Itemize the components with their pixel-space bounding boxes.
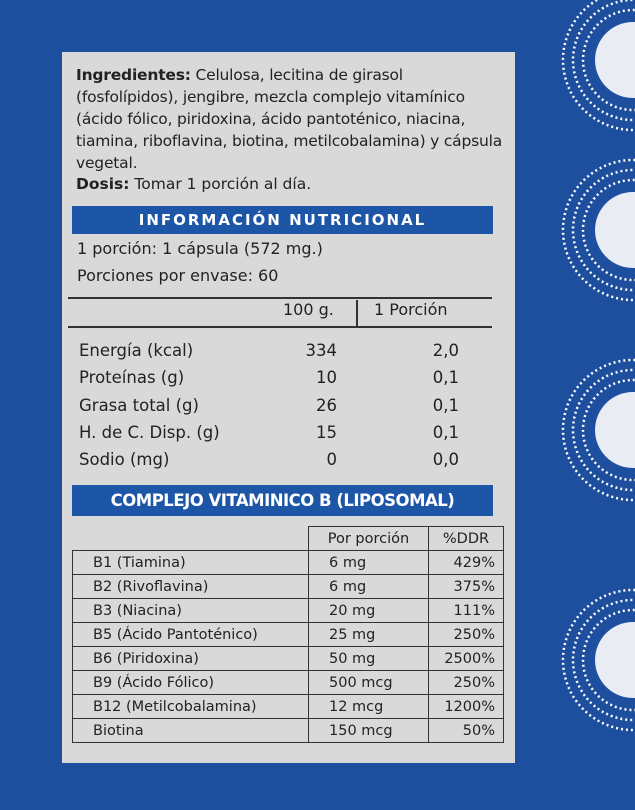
nutrition-label-panel bbox=[62, 52, 515, 763]
vitamin-amount: 20 mg bbox=[309, 599, 429, 623]
nutrient-row bbox=[79, 450, 459, 477]
table-row bbox=[73, 599, 504, 623]
vitamin-amount: 500 mcg bbox=[309, 671, 429, 695]
vitamin-amount: 150 mcg bbox=[309, 719, 429, 743]
col-per-portion: Por porción bbox=[309, 527, 429, 551]
nutrient-name: Energía (kcal) bbox=[79, 341, 194, 360]
vitamin-ddr: 50% bbox=[429, 719, 504, 743]
vitamin-amount: 25 mg bbox=[309, 623, 429, 647]
table-row bbox=[73, 695, 504, 719]
nutrient-portion: 2,0 bbox=[432, 341, 459, 360]
nutrient-portion: 0,1 bbox=[432, 422, 459, 442]
vitamin-ddr: 429% bbox=[429, 551, 504, 575]
vitamin-title: COMPLEJO VITAMINICO B (LIPOSOMAL) bbox=[72, 485, 493, 516]
vitamin-name: B5 (Ácido Pantoténico) bbox=[73, 623, 309, 647]
liposome-pattern-decoration bbox=[548, 0, 635, 810]
nutrient-name: Grasa total (g) bbox=[79, 395, 199, 415]
table-row bbox=[73, 551, 504, 575]
nutrient-per100: 10 bbox=[316, 368, 337, 388]
vitamin-amount: 12 mcg bbox=[309, 695, 429, 719]
table-row bbox=[73, 647, 504, 671]
table-header bbox=[73, 527, 504, 551]
vitamin-amount: 6 mg bbox=[309, 575, 429, 599]
col-portion: 1 Porción bbox=[374, 300, 448, 319]
vitamin-ddr: 1200% bbox=[429, 695, 504, 719]
vitamin-ddr: 250% bbox=[429, 671, 504, 695]
vitamin-ddr: 250% bbox=[429, 623, 504, 647]
vitamin-name: B2 (Rivoflavina) bbox=[73, 575, 309, 599]
vitamin-ddr: 2500% bbox=[429, 647, 504, 671]
vitamin-name: B6 (Piridoxina) bbox=[73, 647, 309, 671]
vitamin-ddr: 111% bbox=[429, 599, 504, 623]
servings-per-container: Porciones por envase: 60 bbox=[77, 266, 279, 285]
col-100g: 100 g. bbox=[283, 300, 334, 319]
vitamin-amount: 6 mg bbox=[309, 551, 429, 575]
dosage-text: Dosis: Tomar 1 porción al día. bbox=[76, 175, 312, 193]
table-row bbox=[73, 671, 504, 695]
vitamin-name: Biotina bbox=[73, 719, 309, 743]
ingredients-text: Ingredientes: Celulosa, lecitina de girasol (fosfolípidos), jengibre, mezcla complejo vitamínico (ácido fólico, piridoxina, ácido pantoténico, niacina, tiamina, riboflavina, biotina, metilcobalamina) y cápsula vegetal. bbox=[76, 66, 503, 172]
vitamin-name: B3 (Niacina) bbox=[73, 599, 309, 623]
vitamin-name: B9 (Ácido Fólico) bbox=[73, 671, 309, 695]
table-row bbox=[73, 575, 504, 599]
serving-size: 1 porción: 1 cápsula (572 mg.) bbox=[77, 239, 323, 258]
nutrient-portion: 0,0 bbox=[432, 450, 459, 470]
nutrient-row bbox=[79, 396, 459, 423]
divider bbox=[68, 326, 492, 328]
vitamin-table bbox=[72, 526, 504, 743]
table-row bbox=[73, 623, 504, 647]
col-ddr: %DDR bbox=[429, 527, 504, 551]
nutrient-name: Sodio (mg) bbox=[79, 450, 170, 470]
nutrient-portion: 0,1 bbox=[432, 395, 459, 415]
vitamin-name: B12 (Metilcobalamina) bbox=[73, 695, 309, 719]
divider bbox=[356, 300, 358, 326]
nutrient-per100: 0 bbox=[326, 450, 337, 470]
nutrient-row bbox=[79, 368, 459, 395]
nutrient-name: H. de C. Disp. (g) bbox=[79, 422, 220, 442]
nutrient-row bbox=[79, 423, 459, 450]
nutrient-portion: 0,1 bbox=[432, 368, 459, 388]
vitamin-ddr: 375% bbox=[429, 575, 504, 599]
nutrient-name: Proteínas (g) bbox=[79, 368, 185, 388]
nutrient-per100: 26 bbox=[316, 395, 337, 415]
vitamin-name: B1 (Tiamina) bbox=[73, 551, 309, 575]
nutrient-row bbox=[79, 341, 459, 368]
table-row bbox=[73, 719, 504, 743]
nutrient-per100: 334 bbox=[305, 341, 337, 360]
nutrition-title: INFORMACIÓN NUTRICIONAL bbox=[72, 206, 493, 234]
divider bbox=[68, 297, 492, 299]
nutrient-per100: 15 bbox=[316, 422, 337, 442]
vitamin-amount: 50 mg bbox=[309, 647, 429, 671]
